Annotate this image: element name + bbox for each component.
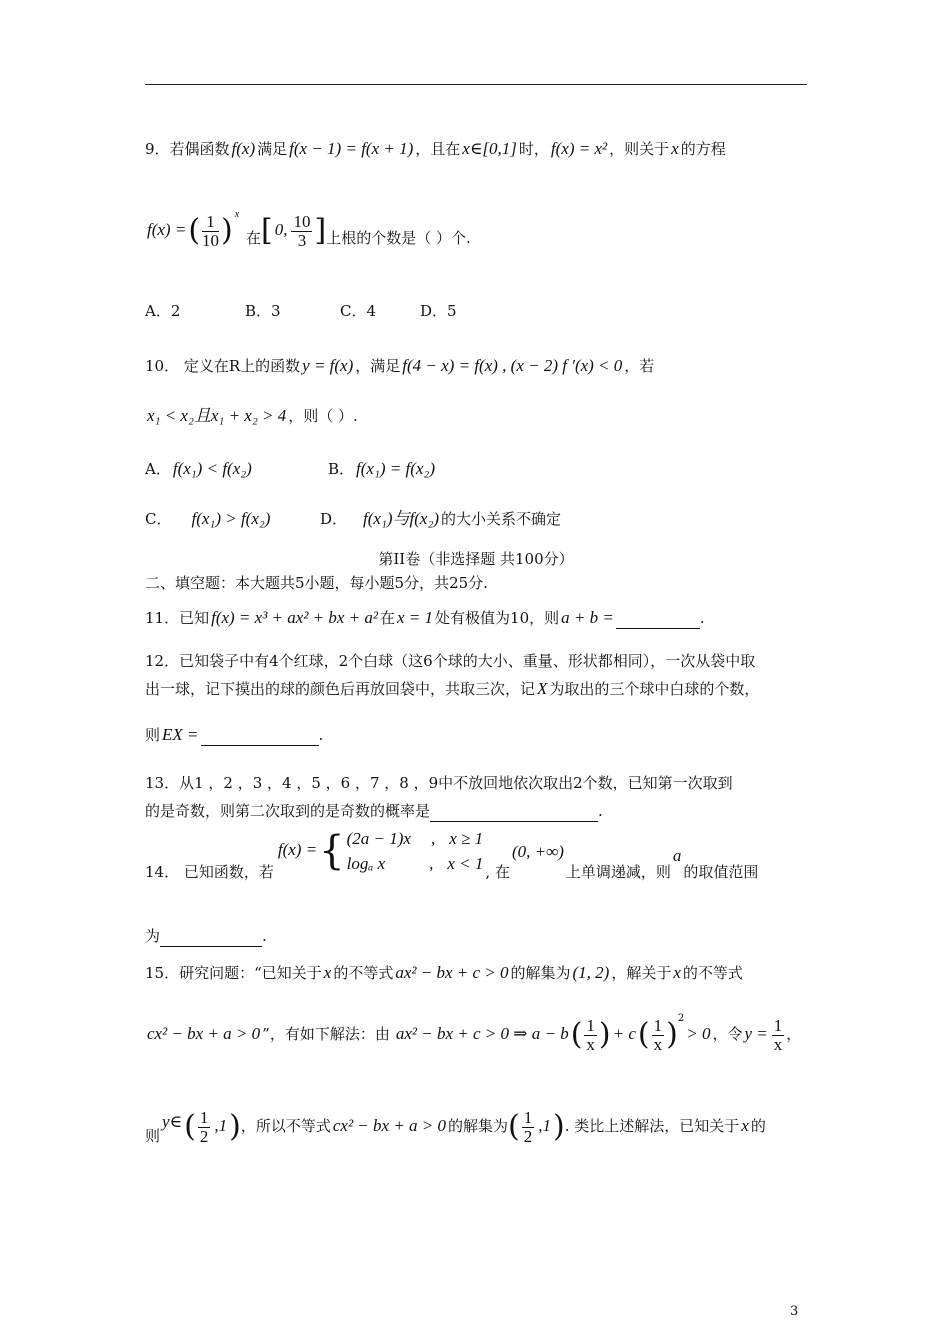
- q9-option-b: B．3: [245, 302, 281, 320]
- q9-line1: 9．若偶函数 f(x) 满足 f(x − 1) = f(x + 1) ，且在 x∈[0,1] 时， f(x) = x² ，则关于 x 的方程: [145, 139, 726, 158]
- page-number: 3: [790, 1304, 799, 1319]
- q14-line1: 14． 已知函数，若f(x) ={ (2a − 1)x , x ≥ 1 logₐ x , x < 1 , 在(0, +∞)上单调递减，则a的取值范围: [145, 828, 759, 881]
- q14-piecewise: (2a − 1)x , x ≥ 1 logₐ x , x < 1: [346, 829, 484, 873]
- q14-answer-blank[interactable]: [160, 930, 262, 947]
- q10-line2: x₁ < x₂且x₁ + x₂ > 4 ，则（ ）.: [147, 406, 358, 425]
- section-title: 第II卷（非选择题 共100分）: [378, 550, 574, 568]
- q9-fraction: $\frac{1}{10}$: [202, 211, 220, 250]
- section-two-heading: 二、填空题：本大题共5小题，每小题5分，共25分.: [145, 574, 488, 592]
- q10-option-c: C． f(x₁) > f(x₂): [145, 509, 271, 528]
- q9-line2: f(x) =( $\frac{1}{10}$ ) $^x$ 在[ 0, $\frac{10}{3}$ ]上根的个数是（ ）个.: [147, 209, 471, 250]
- q12-line2: 出一球，记下摸出的球的颜色后再放回袋中，共取三次，记 X 为取出的三个球中白球的个数，: [145, 679, 760, 698]
- q9-option-d: D．5: [420, 302, 457, 320]
- q10-line1: 10． 定义在R上的函数 y = f(x) ，满足 f(4 − x) = f(x) , (x − 2) f ′(x) < 0 ，若: [145, 356, 655, 375]
- q12-line1: 12．已知袋子中有4个红球，2个白球（这6个球的大小、重量、形状都相同），一次从袋中取: [145, 652, 756, 670]
- q14-line2: 为 .: [145, 927, 267, 945]
- q12-line3: 则 EX = .: [145, 725, 324, 744]
- q9-option-c: C．4: [340, 302, 377, 320]
- q15-line2: cx² − bx + a > 0 ”，有如下解法：由 ax² − bx + c > 0 ⇒ a − b( $\frac{1}{x}$ ) + c( $\frac{1}{x}$ )$^2$> 0 ，令 y = $\frac{1}{x}$ ，: [147, 1013, 802, 1054]
- q9-interval-fraction: $\frac{10}{3}$: [293, 211, 311, 250]
- q15-line3: 则y∈( $\frac{1}{2}$ ,1)，所以不等式 cx² − bx + a > 0 的解集为( $\frac{1}{2}$ ,1). 类比上述解法，已知关于 x 的: [145, 1107, 766, 1146]
- q12-answer-blank[interactable]: [201, 729, 319, 746]
- q13-line2: 的是奇数，则第二次取到的是奇数的概率是 .: [145, 802, 603, 820]
- header-rule: [145, 84, 807, 85]
- q10-option-d: D． f(x₁)与f(x₂) 的大小关系不确定: [320, 509, 562, 528]
- q10-option-a: A． f(x₁) < f(x₂): [145, 459, 252, 478]
- q9-option-a: A．2: [145, 302, 181, 320]
- q11-line: 11．已知 f(x) = x³ + ax² + bx + a² 在 x = 1 处有极值为10，则 a + b = .: [145, 608, 705, 627]
- q15-line1: 15．研究问题：“已知关于 x 的不等式 ax² − bx + c > 0 的解集为 (1, 2) ，解关于 x 的不等式: [145, 963, 743, 982]
- q11-answer-blank[interactable]: [616, 612, 700, 629]
- q13-answer-blank[interactable]: [430, 805, 598, 822]
- q13-line1: 13．从1 ，2 ，3 ，4 ，5 ，6 ，7 ，8 ，9中不放回地依次取出2个数，已知第一次取到: [145, 774, 733, 792]
- q10-option-b: B． f(x₁) = f(x₂): [328, 459, 436, 478]
